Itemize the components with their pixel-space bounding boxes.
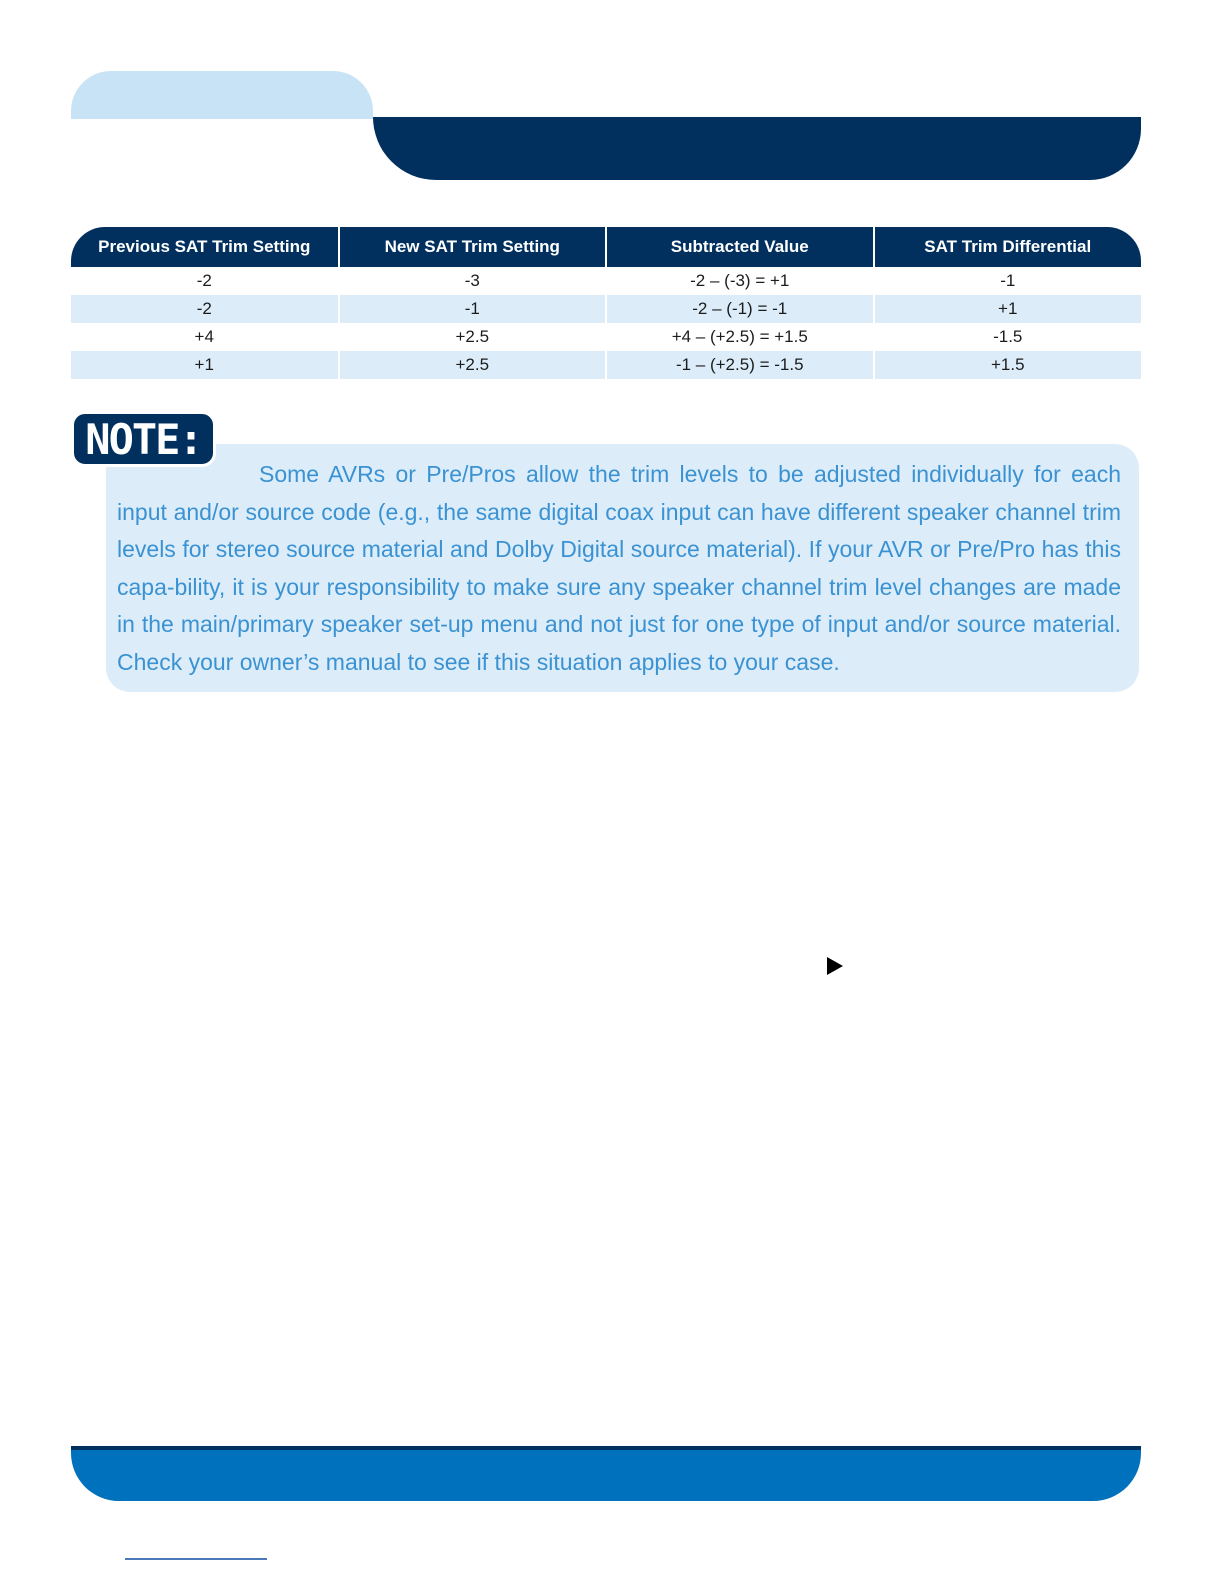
column-header-previous: Previous SAT Trim Setting: [71, 227, 339, 267]
table-cell: -2 – (-3) = +1: [606, 267, 874, 295]
footer-rule: [125, 1558, 267, 1560]
table-cell: +1: [874, 295, 1142, 323]
table-cell: -1.5: [874, 323, 1142, 351]
column-header-differential: SAT Trim Differential: [874, 227, 1142, 267]
note-text: Some AVRs or Pre/Pros allow the trim levels to be adjusted individually for each input and/or source code (e.g., the same digital coax input can have different speaker channel trim levels for stereo source material and Dolby Digital source material). If your AVR or Pre/Pro has this capa-bility, it is your responsibility to make sure any speaker channel trim level changes are made in the main/primary speaker set-up menu and not just for one type of input and/or source material. Check your owner’s manual to see if this situation applies to your case.: [117, 461, 1121, 675]
column-header-new: New SAT Trim Setting: [339, 227, 607, 267]
table-cell: -2 – (-1) = -1: [606, 295, 874, 323]
header-bar: [373, 117, 1141, 180]
table-row: [71, 295, 1141, 323]
header-tab-decoration: [71, 71, 373, 119]
table-row: [71, 267, 1141, 295]
table-cell: -2: [196, 271, 212, 290]
table-cell: -1: [874, 267, 1142, 295]
play-icon: [827, 957, 843, 975]
table-cell: -3: [339, 267, 607, 295]
table-cell: -2: [71, 295, 339, 323]
table-header-row: [71, 227, 1141, 267]
sat-trim-table: [71, 227, 1141, 379]
table-cell: +4: [194, 327, 214, 346]
table-cell: -1: [339, 295, 607, 323]
table-cell: +1: [71, 351, 339, 379]
note-label: NOTE:: [71, 411, 216, 467]
footer-bar: [71, 1446, 1141, 1501]
table-cell: +4 – (+2.5) = +1.5: [606, 323, 874, 351]
table-cell: +2.5: [339, 323, 607, 351]
table-cell: -1 – (+2.5) = -1.5: [606, 351, 874, 379]
table-cell: +1.5: [874, 351, 1142, 379]
column-header-subtracted: Subtracted Value: [606, 227, 874, 267]
table-cell: +2.5: [339, 351, 607, 379]
table-row: [71, 351, 1141, 379]
table-row: [71, 323, 1141, 351]
